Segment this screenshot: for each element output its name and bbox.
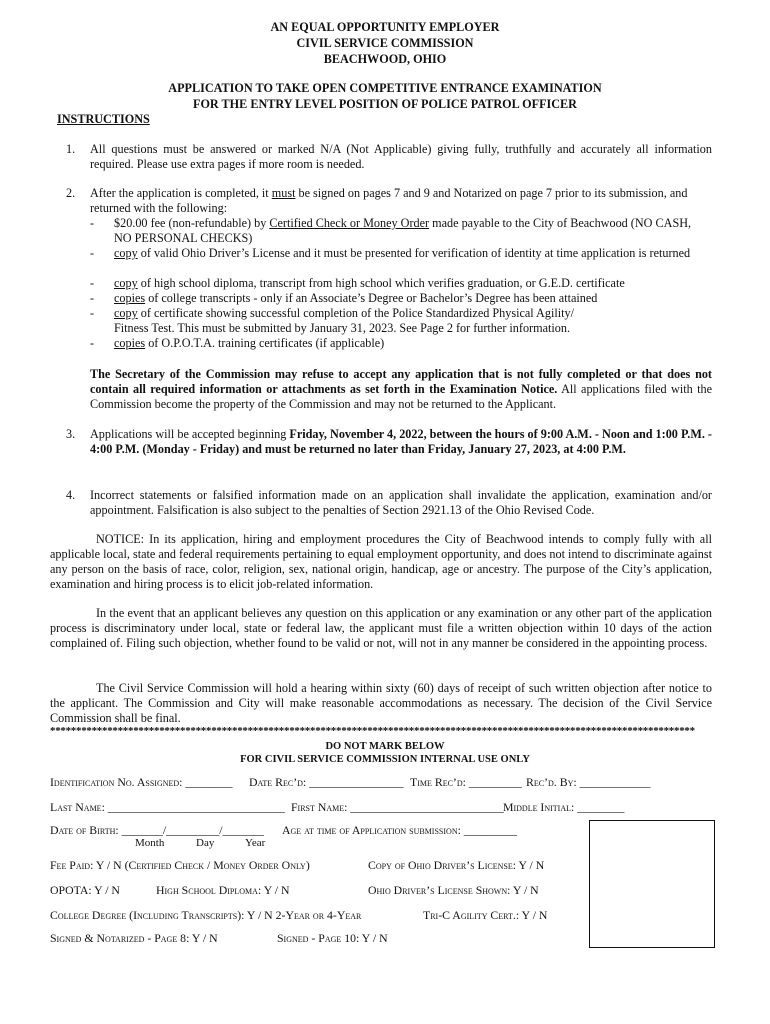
tri-c-agility-field[interactable]: Tri-C Agility Cert.: Y / N <box>423 908 548 922</box>
hearing-paragraph: The Civil Service Commission will hold a hearing within sixty (60) days of receipt of such written objection after notice to the applicant. The Commission and City will make reasonable accommodations as necessary. The decision of the Civil Service Commission shall be final. <box>50 681 712 725</box>
requirement-college: copies of college transcripts - only if an Associate’s Degree or Bachelor’s Degree has been attained <box>114 291 598 305</box>
age-at-submission-field[interactable]: Age at time of Application submission: _________ <box>282 823 517 837</box>
requirement-agility-cert: copy of certificate showing successful completion of the Police Standardized Physical Agility/ Fitness Test. This must be submitted by January 31, 2023. See Page 2 for further information. <box>114 306 574 335</box>
item-text: Applications will be accepted beginning Friday, November 4, 2022, between the hours of 9:00 A.M. - Noon and 1:00 P.M. - 4:00 P.M. (Monday - Friday) and must be returned no later than Friday, January 27, 2023, at 4:00 P.M. <box>90 427 712 456</box>
instructions-heading: INSTRUCTIONS <box>57 112 150 126</box>
city-line: BEACHWOOD, OHIO <box>323 52 447 66</box>
opota-field[interactable]: OPOTA: Y / N <box>50 883 120 897</box>
item-text: After the application is completed, it must be signed on pages 7 and 9 and Notarized on page 7 prior to its submission, and returned with the following: <box>90 186 688 215</box>
date-received-field[interactable]: Date Rec’d: ________________ <box>249 775 404 789</box>
item-number: 2. <box>66 186 76 200</box>
list-dash: - <box>90 246 95 260</box>
application-title-1: APPLICATION TO TAKE OPEN COMPETITIVE ENTRANCE EXAMINATION <box>168 81 602 95</box>
first-name-field[interactable]: First Name: __________________________ <box>291 800 504 814</box>
requirement-opota: copies of O.P.O.T.A. training certificates (if applicable) <box>114 336 385 350</box>
requirement-high-school: copy of high school diploma, transcript from high school which verifies graduation, or G.E.D. certificate <box>114 276 625 290</box>
objection-paragraph: In the event that an applicant believes any question on this application or any examination or any other part of the application process is discriminatory under local, state or federal law, the applicant must file a written objection within 10 days of the action complained of. Filing such objection, whether found to be valid or not, will not in any manner be considered in the appointing process. <box>50 606 712 650</box>
application-title-2: FOR THE ENTRY LEVEL POSITION OF POLICE PATROL OFFICER <box>193 97 577 111</box>
college-degree-field[interactable]: College Degree (Including Transcripts): Y / N 2-Year or 4-Year <box>50 908 362 922</box>
signed-page-10-field[interactable]: Signed - Page 10: Y / N <box>277 931 388 945</box>
commission-line: CIVIL SERVICE COMMISSION <box>296 36 474 50</box>
license-shown-field[interactable]: Ohio Driver’s License Shown: Y / N <box>368 883 539 897</box>
last-name-field[interactable]: Last Name: ______________________________ <box>50 800 285 814</box>
photo-box <box>589 820 715 948</box>
list-dash: - <box>90 216 95 230</box>
id-assigned-field[interactable]: Identification No. Assigned: ________ <box>50 775 233 789</box>
item-number: 1. <box>66 142 76 156</box>
signed-notarized-field[interactable]: Signed & Notarized - Page 8: Y / N <box>50 931 218 945</box>
dob-day-label: Day <box>196 837 215 849</box>
dob-month-label: Month <box>135 837 165 849</box>
copy-license-field[interactable]: Copy of Ohio Driver’s License: Y / N <box>368 858 545 872</box>
list-dash: - <box>90 336 95 350</box>
fee-paid-field[interactable]: Fee Paid: Y / N (Certified Check / Money Order Only) <box>50 858 310 872</box>
requirement-fee: $20.00 fee (non-refundable) by Certified Check or Money Order made payable to the City of Beachwood (NO CASH, NO PERSONAL CHECKS) <box>114 216 692 245</box>
received-by-field[interactable]: Rec’d. By: ____________ <box>526 775 651 789</box>
item-number: 4. <box>66 488 76 502</box>
separator-stars: **************************************************************************************************************************** <box>50 725 695 737</box>
item-number: 3. <box>66 427 76 441</box>
internal-use-heading: FOR CIVIL SERVICE COMMISSION INTERNAL USE ONLY <box>240 754 530 765</box>
list-dash: - <box>90 291 95 305</box>
high-school-diploma-field[interactable]: High School Diploma: Y / N <box>156 883 290 897</box>
middle-initial-field[interactable]: Middle Initial: ________ <box>503 800 625 814</box>
list-dash: - <box>90 276 95 290</box>
dob-year-label: Year <box>245 837 266 849</box>
notice-paragraph: NOTICE: In its application, hiring and employment procedures the City of Beachwood intends to comply fully with all applicable local, state and federal requirements pertaining to equal employment opportunity, and does not intend to discriminate against any person on the basis of race, color, religion, sex, national origin, handicap, age or ancestry. The purpose of the City’s application, examination and hiring process is to elicit job-related information. <box>50 532 712 591</box>
time-received-field[interactable]: Time Rec’d: _________ <box>410 775 522 789</box>
list-dash: - <box>90 306 95 320</box>
secretary-notice: The Secretary of the Commission may refuse to accept any application that is not fully completed or that does not contain all required information or attachments as set forth in the Examination Notice. All applications filed with the Commission become the property of the Commission and may not be returned to the Applicant. <box>90 367 712 411</box>
instruction-item-1 <box>66 142 712 172</box>
employer-line: AN EQUAL OPPORTUNITY EMPLOYER <box>270 20 500 34</box>
requirement-license: copy of valid Ohio Driver’s License and it must be presented for verification of identity at time application is returned <box>114 246 691 260</box>
do-not-mark-heading: DO NOT MARK BELOW <box>325 741 445 752</box>
instruction-item-4 <box>66 488 712 518</box>
date-of-birth-field[interactable]: Date of Birth: _______/_________/_______ <box>50 823 264 837</box>
item-text: All questions must be answered or marked N/A (Not Applicable) giving fully, truthfully and accurately all information required. Please use extra pages if more room is needed. <box>90 142 712 171</box>
instruction-item-3 <box>66 427 712 457</box>
item-text: Incorrect statements or falsified information made on an application shall invalidate the application, examination and/or appointment. Falsification is also subject to the penalties of Section 2921.13 of the Ohio Revised Code. <box>90 488 712 517</box>
instruction-item-2 <box>66 186 712 216</box>
